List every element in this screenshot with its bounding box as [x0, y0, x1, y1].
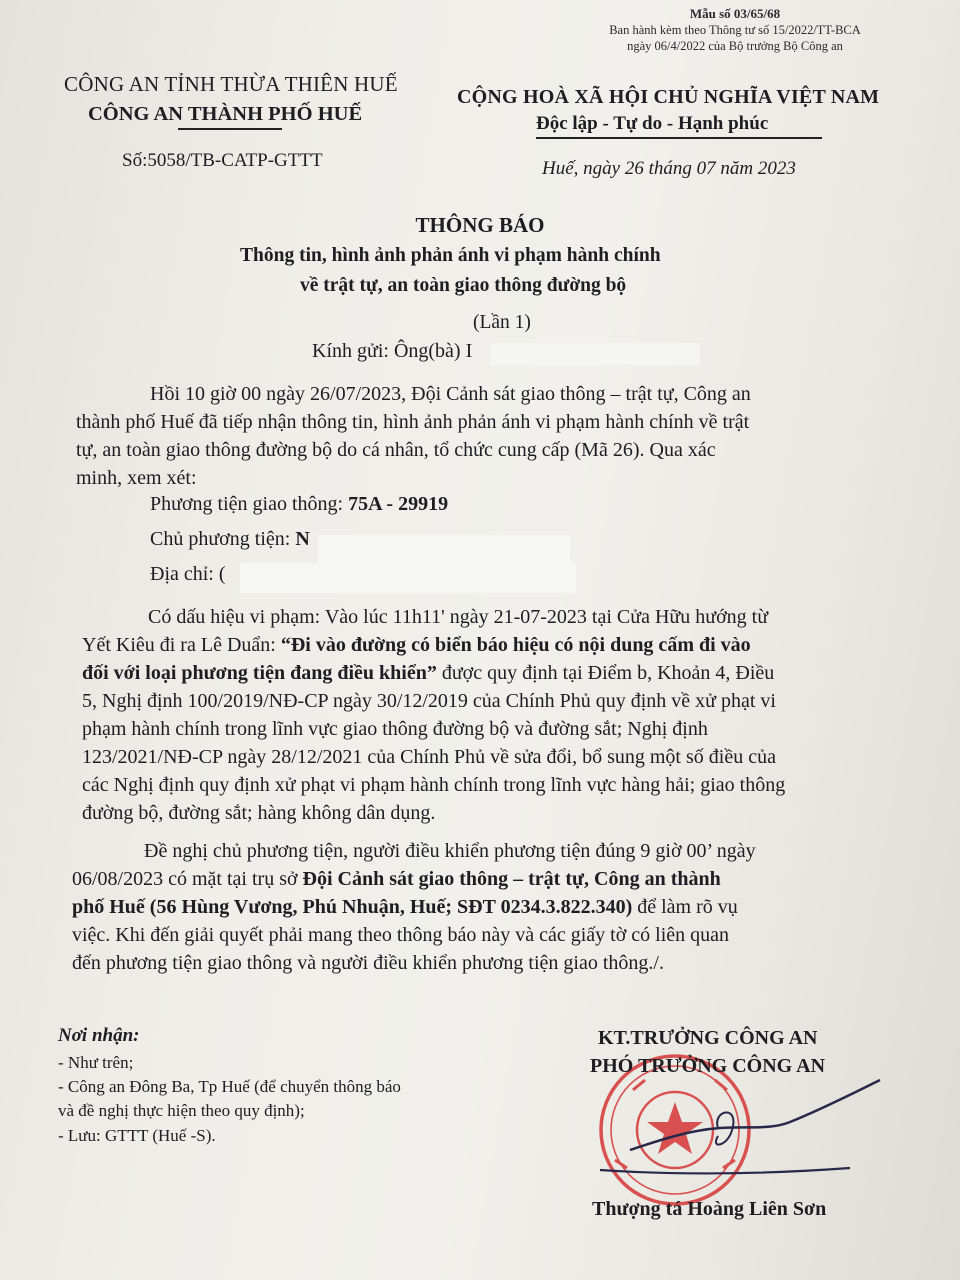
recipient-line: Kính gửi: Ông(bà) I — [312, 340, 473, 362]
request-line: Đề nghị chủ phương tiện, người điều khiển phương tiện đúng 9 giờ 00’ ngày — [144, 840, 756, 862]
request-paragraph — [72, 837, 912, 977]
intro-line: tự, an toàn giao thông đường bộ do cá nhân, tổ chức cung cấp (Mã 26). Qua xác — [76, 439, 716, 461]
violation-line: các Nghị định quy định xử phạt vi phạm hành chính trong lĩnh vực hàng hải; giao thông — [82, 774, 786, 796]
violation-basis: được quy định tại Điểm b, Khoản 4, Điều — [436, 662, 775, 684]
signing-authority: KT.TRƯỞNG CÔNG AN — [598, 1027, 818, 1049]
violation-location: Yết Kiêu đi ra Lê Duẩn: — [82, 634, 281, 656]
violation-line: 123/2021/NĐ-CP ngày 28/12/2021 của Chính Phủ về sửa đổi, bổ sung một số điều của — [82, 746, 776, 768]
request-line — [72, 865, 912, 893]
violation-line — [82, 631, 902, 659]
vehicle-label: Phương tiện giao thông: — [150, 493, 349, 515]
violation-line: 5, Nghị định 100/2019/NĐ-CP ngày 30/12/2019 của Chính Phủ quy định về xử phạt vi — [82, 690, 776, 712]
request-office: Đội Cảnh sát giao thông – trật tự, Công an thành — [302, 868, 721, 890]
intro-line: thành phố Huế đã tiếp nhận thông tin, hình ảnh phản ánh vi phạm hành chính về trật — [76, 411, 750, 433]
form-issued-date: ngày 06/4/2022 của Bộ trưởng Bộ Công an — [627, 39, 843, 53]
document-number: Số:5058/TB-CATP-GTTT — [122, 150, 323, 171]
receiver-item: - Lưu: GTTT (Huế -S). — [58, 1126, 216, 1145]
request-line — [72, 893, 912, 921]
vehicle-plate: 75A - 29919 — [348, 493, 449, 515]
receiver-item: - Công an Đông Ba, Tp Huế (để chuyển thông báo — [58, 1077, 401, 1096]
motto-underline — [536, 137, 822, 139]
document-subtitle-line2: về trật tự, an toàn giao thông đường bộ — [300, 275, 627, 296]
receiver-item: - Như trên; — [58, 1053, 134, 1072]
intro-line: Hồi 10 giờ 00 ngày 26/07/2023, Đội Cảnh sát giao thông – trật tự, Công an — [150, 383, 751, 405]
receivers-heading: Nơi nhận: — [58, 1025, 140, 1046]
place-date: Huế, ngày 26 tháng 07 năm 2023 — [542, 158, 796, 179]
redaction-address — [240, 563, 576, 593]
redaction-owner — [318, 535, 570, 563]
violation-line — [82, 659, 902, 687]
request-date: 06/08/2023 có mặt tại trụ sở — [72, 868, 303, 890]
parent-agency: CÔNG AN TỈNH THỪA THIÊN HUẾ — [64, 72, 398, 96]
owner-label: Chủ phương tiện: — [150, 528, 296, 550]
form-reference — [580, 6, 890, 54]
request-purpose: để làm rõ vụ — [632, 896, 738, 918]
handwritten-signature-icon — [600, 1070, 900, 1210]
violation-paragraph — [82, 603, 902, 827]
notice-round: (Lần 1) — [473, 312, 531, 333]
violation-line: phạm hành chính trong lĩnh vực giao thông đường bộ và đường sắt; Nghị định — [82, 718, 708, 740]
request-line: đến phương tiện giao thông và người điều khiển phương tiện giao thông./. — [72, 952, 664, 974]
request-office-address: phố Huế (56 Hùng Vương, Phú Nhuận, Huế; SĐT 0234.3.822.340) — [72, 896, 633, 918]
violation-act: “Đi vào đường có biển báo hiệu có nội dung cấm đi vào — [280, 634, 751, 656]
intro-paragraph — [76, 380, 896, 492]
agency-underline — [178, 128, 282, 130]
receiver-item: và đề nghị thực hiện theo quy định); — [58, 1101, 305, 1120]
intro-line: minh, xem xét: — [76, 467, 197, 489]
violation-line: đường bộ, đường sắt; hàng không dân dụng. — [82, 802, 436, 824]
national-motto: Độc lập - Tự do - Hạnh phúc — [536, 113, 769, 134]
form-code: Mẫu số 03/65/68 — [689, 6, 781, 21]
violation-line: Có dấu hiệu vi phạm: Vào lúc 11h11' ngày 21-07-2023 tại Cửa Hữu hướng từ — [148, 606, 769, 628]
signing-position: PHÓ TRƯỞNG CÔNG AN — [590, 1055, 826, 1077]
document-title: THÔNG BÁO — [415, 213, 545, 237]
address-value: ( — [218, 563, 226, 585]
document-subtitle-line1: Thông tin, hình ảnh phản ánh vi phạm hành chính — [240, 245, 661, 266]
address-field — [150, 563, 226, 586]
owner-value: N — [295, 528, 310, 550]
signer-name: Thượng tá Hoàng Liên Sơn — [592, 1198, 827, 1220]
national-title: CỘNG HOÀ XÃ HỘI CHỦ NGHĨA VIỆT NAM — [457, 86, 880, 108]
form-issued-with: Ban hành kèm theo Thông tư số 15/2022/TT-BCA — [609, 23, 861, 37]
owner-field — [150, 528, 310, 551]
redaction-recipient — [490, 343, 700, 365]
address-label: Địa chỉ: — [150, 563, 219, 585]
vehicle-field — [150, 493, 448, 516]
agency-name: CÔNG AN THÀNH PHỐ HUẾ — [88, 103, 363, 125]
request-line: việc. Khi đến giải quyết phải mang theo thông báo này và các giấy tờ có liên quan — [72, 924, 730, 946]
violation-act-cont: đối với loại phương tiện đang điều khiển” — [82, 662, 437, 684]
